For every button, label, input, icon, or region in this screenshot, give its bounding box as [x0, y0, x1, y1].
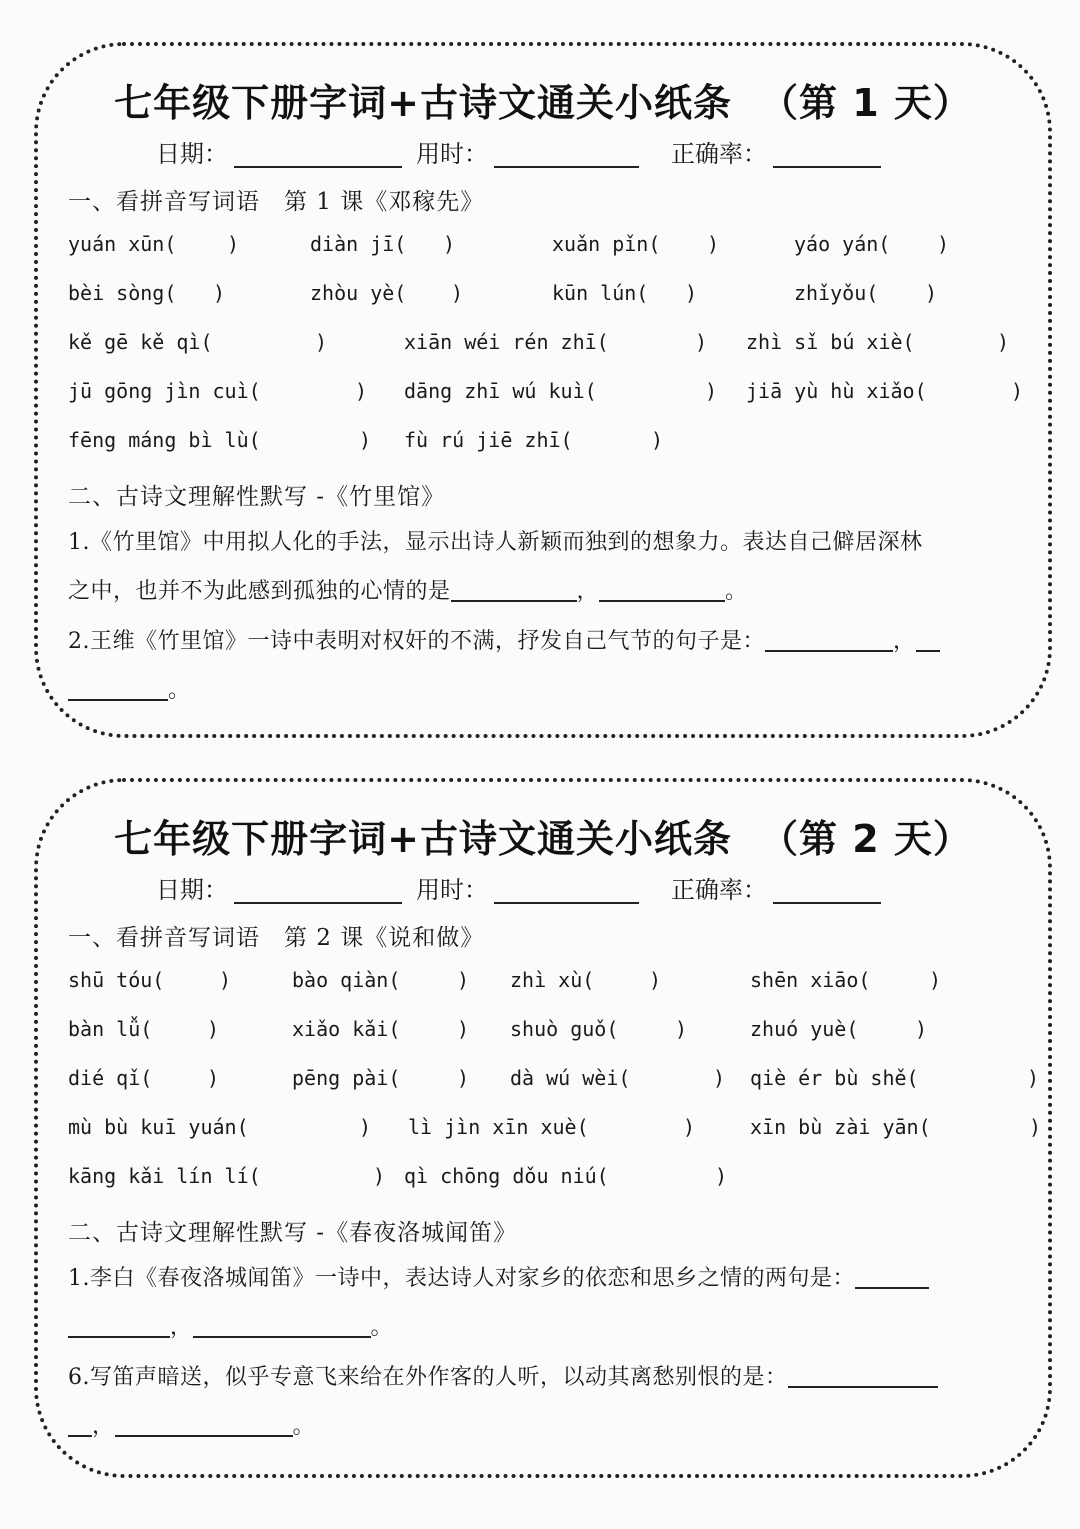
day2-title — [38, 808, 1048, 863]
pinyin-item[interactable]: xuǎn pǐn( ) — [552, 232, 719, 256]
period: 。 — [168, 678, 191, 703]
answer-blank[interactable] — [855, 1265, 929, 1289]
pinyin-item[interactable]: dié qǐ( ) — [68, 1066, 219, 1090]
pinyin-item[interactable]: lì jìn xīn xuè( ) — [408, 1115, 695, 1139]
day2-meta — [38, 870, 1048, 902]
question-text: 之中，也并不为此感到孤独的心情的是 — [68, 579, 451, 604]
pinyin-item[interactable]: xīn bù zài yān( ) — [750, 1115, 1041, 1139]
question-text: 2.王维《竹里馆》一诗中表明对权奸的不满，抒发自己气节的句子是： — [68, 629, 765, 654]
accuracy-label: 正确率： — [671, 876, 767, 904]
day1-pinyin-row — [38, 330, 1048, 364]
day1-question-1 — [68, 518, 1012, 616]
day1-meta — [38, 134, 1048, 166]
pinyin-item[interactable]: kě gē kě qì( ) — [68, 330, 327, 354]
question-line — [68, 617, 1012, 666]
day2-card — [34, 778, 1052, 1478]
answer-blank[interactable] — [68, 677, 168, 701]
pinyin-item[interactable]: dāng zhī wú kuì( ) — [404, 379, 717, 403]
time-field[interactable] — [416, 870, 639, 905]
day2-pinyin-row — [38, 1066, 1048, 1100]
pinyin-item[interactable]: qì chōng dǒu niú( ) — [404, 1164, 727, 1188]
day1-question-2 — [68, 617, 1012, 715]
day2-pinyin-row — [38, 1164, 1048, 1198]
time-label: 用时： — [416, 876, 488, 904]
comma: ， — [576, 579, 600, 604]
day1-title-text: 七年级下册字词+古诗文通关小纸条 — [114, 81, 732, 125]
date-label: 日期： — [156, 140, 228, 168]
answer-blank[interactable] — [916, 628, 940, 652]
pinyin-item[interactable]: bèi sòng( ) — [68, 281, 225, 305]
pinyin-item[interactable]: bào qiàn( ) — [292, 968, 469, 992]
date-field[interactable] — [156, 870, 402, 905]
date-field[interactable] — [156, 134, 402, 169]
question-line — [68, 1303, 1012, 1352]
answer-blank[interactable] — [788, 1364, 938, 1388]
comma: ， — [170, 1315, 193, 1340]
question-text: 6.写笛声暗送，似乎专意飞来给在外作客的人听，以动其离愁别恨的是： — [68, 1365, 788, 1390]
pinyin-item[interactable]: zhǐyǒu( ) — [794, 281, 937, 305]
pinyin-item[interactable]: diàn jī( ) — [310, 232, 455, 256]
pinyin-item[interactable]: jiā yù hù xiǎo( ) — [746, 379, 1023, 403]
day1-pinyin-row — [38, 379, 1048, 413]
question-line — [68, 1254, 1012, 1303]
accuracy-blank[interactable] — [773, 878, 881, 904]
day2-pinyin-row — [38, 968, 1048, 1002]
answer-blank[interactable] — [193, 1314, 371, 1338]
period: 。 — [725, 579, 748, 604]
question-line — [68, 1353, 1012, 1402]
time-blank[interactable] — [494, 878, 639, 904]
pinyin-item[interactable]: kāng kǎi lín lí( ) — [68, 1164, 385, 1188]
day2-day-label: （第 2 天） — [759, 817, 972, 861]
accuracy-field[interactable] — [671, 134, 881, 169]
day2-question-6 — [68, 1353, 1012, 1451]
question-line — [68, 666, 1012, 715]
pinyin-item[interactable]: jū gōng jìn cuì( ) — [68, 379, 367, 403]
answer-blank[interactable] — [115, 1413, 293, 1437]
answer-blank[interactable] — [68, 1413, 92, 1437]
day2-pinyin-row — [38, 1017, 1048, 1051]
day2-pinyin-row — [38, 1115, 1048, 1149]
day2-title-text: 七年级下册字词+古诗文通关小纸条 — [114, 817, 732, 861]
answer-blank[interactable] — [451, 578, 577, 602]
pinyin-item[interactable]: bàn lǚ( ) — [68, 1017, 219, 1041]
day1-pinyin-row — [38, 428, 1048, 462]
pinyin-item[interactable]: zhì xù( ) — [510, 968, 661, 992]
answer-blank[interactable] — [68, 1314, 170, 1338]
pinyin-item[interactable]: fù rú jiē zhī( ) — [404, 428, 663, 452]
day1-section1-heading: 一、看拼音写词语 第 1 课《邓稼先》 — [68, 189, 485, 215]
time-label: 用时： — [416, 140, 488, 168]
pinyin-item[interactable]: dà wú wèi( ) — [510, 1066, 725, 1090]
comma: ， — [893, 629, 916, 654]
pinyin-item[interactable]: xiǎo kǎi( ) — [292, 1017, 469, 1041]
date-blank[interactable] — [234, 878, 402, 904]
day1-card — [34, 42, 1052, 738]
pinyin-item[interactable]: fēng máng bì lù( ) — [68, 428, 371, 452]
pinyin-item[interactable]: shuò guǒ( ) — [510, 1017, 687, 1041]
accuracy-label: 正确率： — [671, 140, 767, 168]
accuracy-field[interactable] — [671, 870, 881, 905]
pinyin-item[interactable]: yáo yán( ) — [794, 232, 949, 256]
time-field[interactable] — [416, 134, 639, 169]
day2-question-1 — [68, 1254, 1012, 1352]
question-line — [68, 567, 1012, 616]
day1-day-label: （第 1 天） — [759, 81, 972, 125]
pinyin-item[interactable]: shū tóu( ) — [68, 968, 231, 992]
pinyin-item[interactable]: zhuó yuè( ) — [750, 1017, 927, 1041]
pinyin-item[interactable]: yuán xūn( ) — [68, 232, 239, 256]
pinyin-item[interactable]: zhì sǐ bú xiè( ) — [746, 330, 1009, 354]
accuracy-blank[interactable] — [773, 142, 881, 168]
time-blank[interactable] — [494, 142, 639, 168]
period: 。 — [292, 1414, 316, 1439]
date-blank[interactable] — [234, 142, 402, 168]
question-text: 1.《竹里馆》中用拟人化的手法，显示出诗人新颖而独到的想象力。表达自己僻居深林 — [68, 530, 923, 555]
question-text: 1.李白《春夜洛城闻笛》一诗中，表达诗人对家乡的依恋和思乡之情的两句是： — [68, 1266, 855, 1291]
period: 。 — [370, 1315, 394, 1340]
question-line — [68, 1402, 1012, 1451]
date-label: 日期： — [156, 876, 228, 904]
pinyin-item[interactable]: mù bù kuī yuán( ) — [68, 1115, 371, 1139]
day2-section1-heading: 一、看拼音写词语 第 2 课《说和做》 — [68, 925, 485, 951]
pinyin-item[interactable]: zhòu yè( ) — [310, 281, 463, 305]
day1-pinyin-row — [38, 232, 1048, 266]
pinyin-item[interactable]: kūn lún( ) — [552, 281, 697, 305]
comma: ， — [92, 1414, 115, 1439]
answer-blank[interactable] — [765, 628, 893, 652]
answer-blank[interactable] — [599, 578, 725, 602]
pinyin-item[interactable]: pēng pài( ) — [292, 1066, 469, 1090]
day1-title — [38, 72, 1048, 127]
day2-section2-heading: 二、古诗文理解性默写 -《春夜洛城闻笛》 — [68, 1220, 518, 1246]
pinyin-item[interactable]: qiè ér bù shě( ) — [750, 1066, 1039, 1090]
day1-section2-heading: 二、古诗文理解性默写 -《竹里馆》 — [68, 484, 446, 510]
pinyin-item[interactable]: shēn xiāo( ) — [750, 968, 941, 992]
pinyin-item[interactable]: xiān wéi rén zhī( ) — [404, 330, 707, 354]
day1-pinyin-row — [38, 281, 1048, 315]
